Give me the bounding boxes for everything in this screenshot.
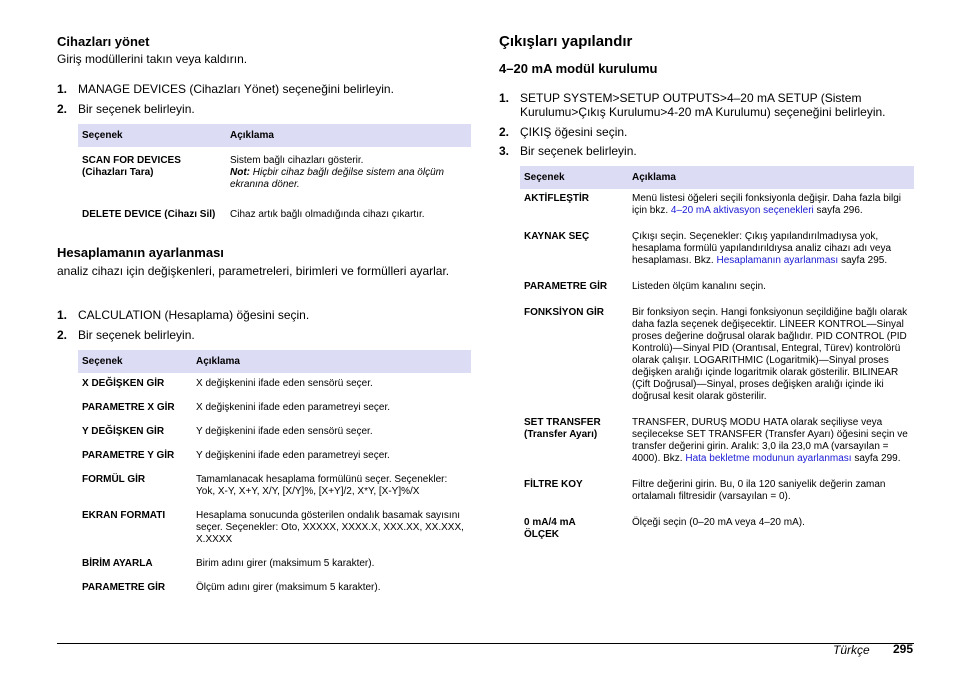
table-row [78, 552, 471, 576]
output-options-table [520, 166, 914, 547]
table-row [78, 420, 471, 444]
option-description: Ölçeği seçin (0–20 mA veya 4–20 mA). [632, 517, 805, 528]
option-description: Hesaplama sonucunda gösterilen ondalık basamak sayısını seçer. Seçenekler: Oto, XXXXX, XXXX.X, XXX.XX, XX.XXX, X.XXXX [196, 510, 464, 545]
table-header-row [78, 350, 471, 373]
table-header-row [78, 124, 471, 147]
table-row [78, 444, 471, 468]
devices-step-1: 1. MANAGE DEVICES (Cihazları Yönet) seçeneğini belirleyin. [57, 82, 394, 96]
output-step-1: 1. SETUP SYSTEM>SETUP OUTPUTS>4–20 mA SETUP (Sistem Kurulumu>Çıkış Kurulumu>4-20 mA Kurulumu) seçeneğini belirleyin. [499, 91, 886, 119]
option-description: Sistem bağlı cihazları gösterir. Not: Hiçbir cihaz bağlı değilse sistem ana ölçüm ekranına döner. [230, 155, 444, 190]
option-description: Cihaz artık bağlı olmadığında cihazı çıkartır. [230, 209, 425, 220]
option-name: PARAMETRE GİR [524, 281, 608, 292]
option-name: SET TRANSFER (Transfer Ayarı) [524, 417, 601, 440]
note: Not: Hiçbir cihaz bağlı değilse sistem ana ölçüm ekranına döner. [230, 167, 444, 190]
option-name: 0 mA/4 mA ÖLÇEK [524, 517, 576, 540]
option-description: Menü listesi öğeleri seçili fonksiyonla değişir. Daha fazla bilgi için bkz. 4–20 mA aktivasyon seçenekleri sayfa 296. [632, 193, 902, 216]
table-row [520, 189, 914, 225]
option-name: KAYNAK SEÇ [524, 231, 590, 242]
option-description: Y değişkenini ifade eden parametreyi seçer. [196, 450, 390, 461]
option-description: Birim adını girer (maksimum 5 karakter). [196, 558, 375, 569]
option-name: PARAMETRE Y GİR [82, 450, 175, 461]
section-heading-devices: Cihazları yönet [57, 34, 150, 49]
page-number: 295 [893, 642, 914, 656]
table-row [78, 396, 471, 420]
column-header-description: Açıklama [192, 350, 471, 373]
footer-language: Türkçe [833, 643, 870, 657]
devices-options-table [78, 124, 471, 227]
option-name: DELETE DEVICE (Cihazı Sil) [82, 209, 216, 220]
table-row [78, 147, 471, 197]
cross-reference-link[interactable]: Hata bekletme modunun ayarlanması [685, 453, 852, 464]
devices-intro: Giriş modüllerini takın veya kaldırın. [57, 52, 248, 66]
table-row [78, 504, 471, 552]
option-name: Y DEĞİŞKEN GİR [82, 426, 165, 437]
option-name: PARAMETRE X GİR [82, 402, 175, 413]
calculation-intro: analiz cihazı için değişkenleri, parametreleri, birimleri ve formülleri ayarlar. [57, 264, 450, 278]
output-step-2: 2. ÇIKIŞ öğesini seçin. [499, 125, 628, 139]
option-description: X değişkenini ifade eden sensörü seçer. [196, 378, 373, 389]
table-row [520, 411, 914, 473]
subsection-heading: 4–20 mA modül kurulumu [499, 61, 658, 76]
option-description: TRANSFER, DURUŞ MODU HATA olarak seçiliyse veya seçilecekse SET TRANSFER (Transfer Ayarı) öğesini seçin ve transfer değerini girin. Aralık: 3,0 ila 23,0 mA (varsayılan = 4000). Bkz. Hata bekletme modunun ayarlanması sayfa 299. [632, 417, 908, 464]
table-row [520, 511, 914, 547]
option-name: PARAMETRE GİR [82, 582, 166, 593]
cross-reference-link[interactable]: Hesaplamanın ayarlanması [716, 255, 839, 266]
option-description: Filtre değerini girin. Bu, 0 ila 120 saniyelik değerin zaman ortalamalı filtresidir (varsayılan = 0). [632, 479, 886, 502]
section-heading-calculation: Hesaplamanın ayarlanması [57, 245, 224, 260]
devices-step-2: 2. Bir seçenek belirleyin. [57, 102, 195, 116]
option-name: BİRİM AYARLA [82, 558, 153, 569]
option-name: AKTİFLEŞTİR [524, 193, 589, 204]
table-row [78, 373, 471, 396]
option-description: Çıkışı seçin. Seçenekler: Çıkış yapılandırılmadıysa yok, hesaplama formülü yapılandırıldıysa analiz cihazı adı veya hesaplaması. Bkz. Hesaplamanın ayarlanması sayfa 295. [632, 231, 892, 266]
calculation-step-1: 1. CALCULATION (Hesaplama) öğesini seçin. [57, 308, 310, 322]
option-name: FONKSİYON GİR [524, 307, 605, 318]
cross-reference-link[interactable]: 4–20 mA aktivasyon seçenekleri [670, 205, 814, 216]
table-row [520, 275, 914, 301]
option-description: Bir fonksiyon seçin. Hangi fonksiyonun seçildiğine bağlı olarak daha fazla seçenek değişecektir. LİNEER KONTROL—Sinyal proses değerine doğrusal olarak bağlıdır. PID CONTROL (PID Kontrolü)—Sinyal PID (Orantısal, Entegral, Türev) kontrolörü olarak çalışır. LOGARITHMIC (Logaritmik)—Sinyal proses değişken aralığı içinde logaritmik olarak gösterilir. BILINEAR (Çift Doğrusal)—Sinyal, proses değişken aralığı içinde iki doğrusal kesit olarak gösterilir. [632, 307, 908, 402]
column-header-description: Açıklama [226, 124, 471, 147]
table-row [520, 301, 914, 411]
option-name: X DEĞİŞKEN GİR [82, 378, 165, 389]
table-header-row [520, 166, 914, 189]
column-header-option: Seçenek [78, 350, 192, 373]
option-name: SCAN FOR DEVICES (Cihazları Tara) [82, 155, 181, 178]
option-description: Y değişkenini ifade eden sensörü seçer. [196, 426, 373, 437]
output-step-3: 3. Bir seçenek belirleyin. [499, 144, 637, 158]
option-name: EKRAN FORMATI [82, 510, 166, 521]
option-name: FORMÜL GİR [82, 474, 146, 485]
column-header-option: Seçenek [520, 166, 628, 189]
table-row [520, 473, 914, 511]
table-row [78, 197, 471, 227]
option-name: FİLTRE KOY [524, 479, 583, 490]
calculation-options-table [78, 350, 471, 600]
calculation-step-2: 2. Bir seçenek belirleyin. [57, 328, 195, 342]
table-row [78, 468, 471, 504]
column-header-option: Seçenek [78, 124, 226, 147]
option-description: Tamamlanacak hesaplama formülünü seçer. Seçenekler: Yok, X-Y, X+Y, X/Y, [X/Y]%, [X+Y]/2, X*Y, [X-Y]%/X [196, 474, 448, 497]
table-row [520, 225, 914, 275]
option-description: X değişkenini ifade eden parametreyi seçer. [196, 402, 391, 413]
footer-divider [57, 643, 914, 644]
page-title: Çıkışları yapılandır [499, 33, 633, 50]
option-description: Ölçüm adını girer (maksimum 5 karakter). [196, 582, 381, 593]
option-description: Listeden ölçüm kanalını seçin. [632, 281, 766, 292]
column-header-description: Açıklama [628, 166, 914, 189]
table-row [78, 576, 471, 600]
